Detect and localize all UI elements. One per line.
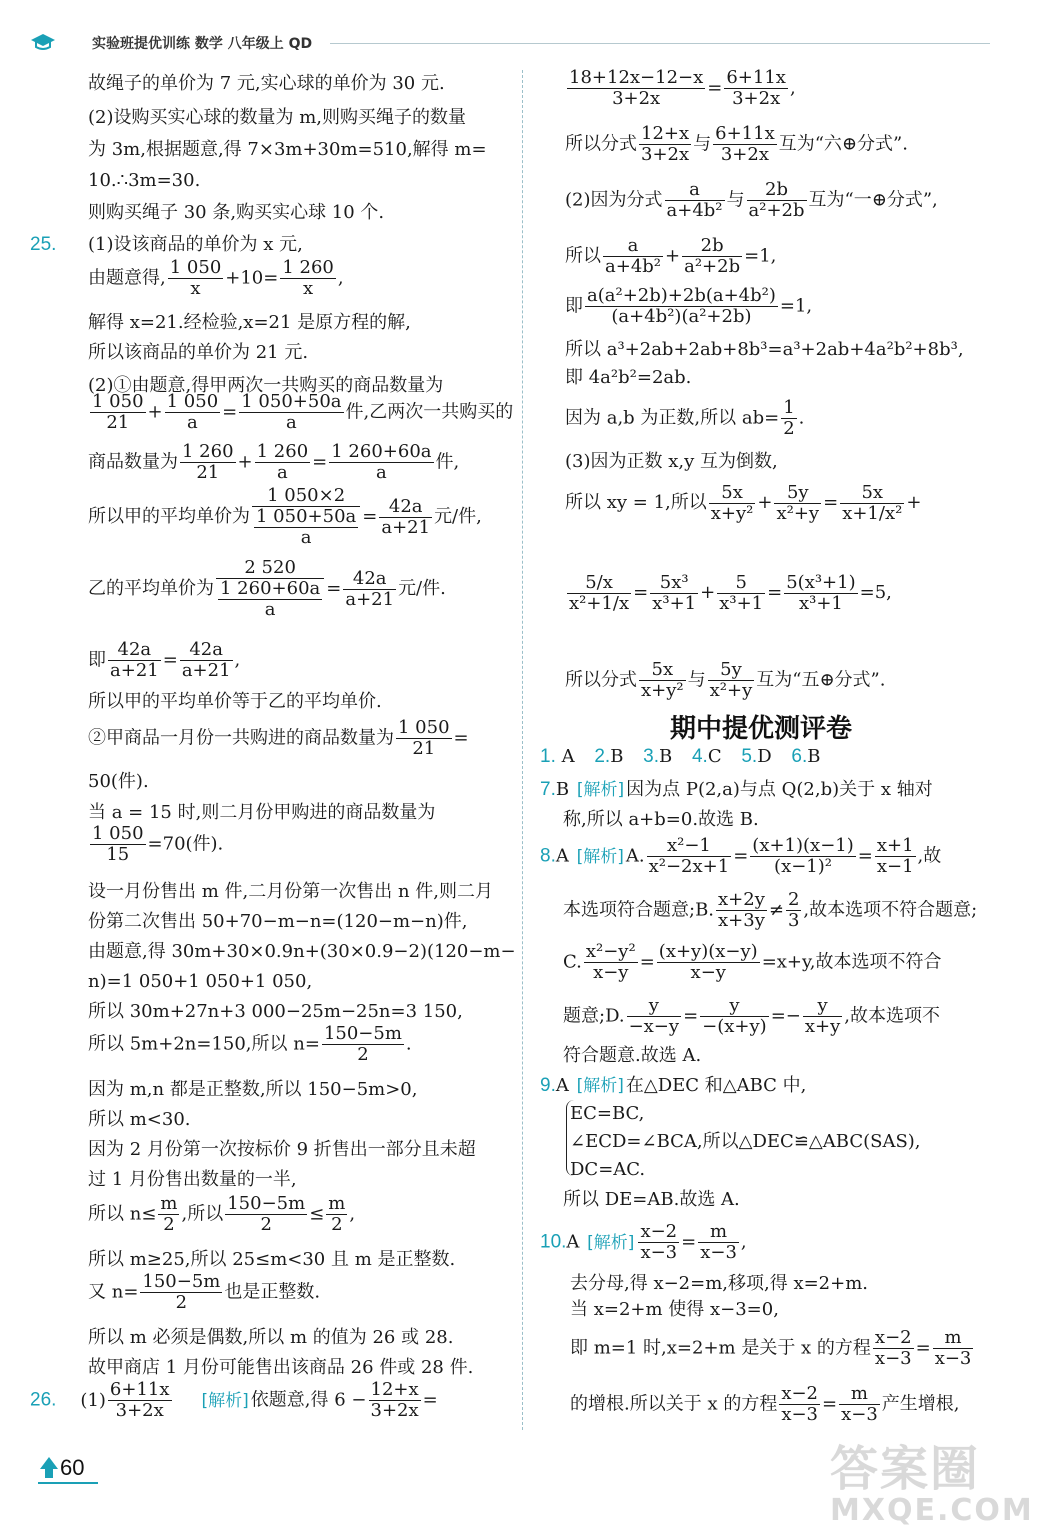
text-line: (3)因为正数 x,y 互为倒数, xyxy=(565,451,778,472)
text-line: 去分母,得 x−2=m,移项,得 x=2+m. xyxy=(570,1273,869,1294)
equation-line: 所以甲的平均单价为 $\frac{1 050\times 2}{\frac{1 050+50a}{a}}$ = $\frac{42a}{a+21}$ 元/件, xyxy=(88,485,482,548)
text-line: 所以 30m+27n+3 000−25m−25n=3 150, xyxy=(88,1001,463,1022)
equation-line: 所以分式 $\frac{5x}{\text{x+y²}}$ 与 $\frac{5y}{\text{x²+y}}$ 互为“五⊕分式”. xyxy=(565,659,886,701)
text-line: 所以 m≥25,所以 25≤m<30 且 m 是正整数. xyxy=(88,1249,456,1270)
text-line: (1)设该商品的单价为 x 元, xyxy=(88,234,303,255)
equation-line: 所以 $\frac{a}{\text{a+4b²}}$ + $\frac{2b}{\text{a²+2b}}$ =1, xyxy=(565,235,777,277)
page-number-underline xyxy=(38,1482,98,1484)
page-number: 60 xyxy=(60,1455,85,1480)
text-line: 10.∴3m=30. xyxy=(88,170,201,191)
analysis-tag: [ 解析 ] xyxy=(585,1233,636,1253)
equation-line: 所以 xy = 1,所以 $\frac{5x}{\text{x+y²}}$ + $\frac{5y}{\text{x²+y}}$ = $\frac{5x}{\text{x+1/x²}}$ + xyxy=(565,481,922,524)
text-line: 50(件). xyxy=(88,771,149,792)
equation-line: 乙的平均单价为 $\frac{2 520}{\frac{1 260+60a}{a}}$ = $\frac{42a}{a+21}$ 元/件. xyxy=(88,557,446,620)
equation-line: 由题意得, $\frac{1 050}{x}$ +10= $\frac{1 260}{x}$ , xyxy=(88,257,344,299)
text-line: 所以 m<30. xyxy=(88,1109,191,1130)
text-line: 所以该商品的单价为 21 元. xyxy=(88,342,309,363)
question-number-25: 25. xyxy=(30,234,57,255)
text-line: 即 4a²b²=2ab. xyxy=(565,367,692,388)
equation-line: 所以分式 $\frac{12+x}{3+2x}$ 与 $\frac{6+11x}{3+2x}$ 互为“六⊕分式”. xyxy=(565,123,908,165)
arrow-stem xyxy=(45,1468,53,1478)
text-line: 故甲商店 1 月份可能售出该商品 26 件或 28 件. xyxy=(88,1357,474,1378)
q8-line-4: 题意;D. $\frac{y}{-x-y}$ = $\frac{y}{-(x+y)}$ =− $\frac{y}{x+y}$ ,故本选项不 xyxy=(563,995,940,1037)
text-line: 当 a = 15 时,则二月份甲购进的商品数量为 xyxy=(88,802,436,823)
text-line: 因为 2 月份第一次按标价 9 折售出一部分且未超 xyxy=(88,1139,476,1160)
equation-line: $\frac{5/x}{\text{x²+1/x}}$ = $\frac{\text{5x³}}{\text{x³+1}}$ + $\frac{5}{\text{x³+1}}$ = $\frac{\text{5(x³+1)}}{\text{x³+1}}$ =5, xyxy=(569,571,892,614)
q7-line: 7.B [ 解析 ] 因为点 P(2,a)与点 Q(2,b)关于 x 轴对 xyxy=(540,778,933,802)
watermark xyxy=(830,1430,1034,1530)
text-line: ∠ECD=∠BCA,所以△DEC≌△ABC(SAS), xyxy=(570,1131,921,1152)
q8-line-3: C. $\frac{\text{x²−y²}}{x-y}$ = $\frac{(x+y)(x-y)}{x-y}$ =x+y,故本选项不符合 xyxy=(563,941,942,983)
text-line: 为 3m,根据题意,得 7×3m+30m=510,解得 m= xyxy=(88,139,487,160)
equation-line: 所以 n≤ $\frac{m}{2}$ ,所以 $\frac{150-5m}{2}$ ≤ $\frac{m}{2}$ , xyxy=(88,1193,356,1235)
analysis-tag: [ 解析 ] xyxy=(575,1076,626,1096)
text-line: 解得 x=21.经检验,x=21 是原方程的解, xyxy=(88,312,411,333)
text-line: 设一月份售出 m 件,二月份第一次售出 n 件,则二月 xyxy=(88,881,493,902)
text-line: 份第二次售出 50+70−m−n=(120−m−n)件, xyxy=(88,911,468,932)
text-line: DC=AC. xyxy=(570,1159,646,1180)
equation-line: 因为 a,b 为正数,所以 ab= $\frac{1}{2}$ . xyxy=(565,397,805,439)
q8-line-2: 本选项符合题意;B. $\frac{x+2y}{x+3y}$ ≠ $\frac{2}{3}$ ,故本选项不符合题意; xyxy=(563,889,978,931)
text-line: (2)设购买实心球的数量为 m,则购买绳子的数量 xyxy=(88,107,467,128)
text-line: 由题意,得 30m+30×0.9n+(30×0.9−2)(120−m− xyxy=(88,941,516,962)
analysis-tag: [ 解析 ] xyxy=(200,1391,251,1411)
equation-line: 即 $\frac{\text{a(a²+2b)+2b(a+4b²)}}{\text{(a+4b²)(a²+2b)}}$ =1, xyxy=(565,285,813,327)
q10-line-3: 的增根.所以关于 x 的方程 $\frac{x-2}{x-3}$ = $\frac{m}{x-3}$ 产生增根, xyxy=(570,1383,960,1425)
q10-line: 10.A [ 解析 ] $\frac{x-2}{x-3}$ = $\frac{m}{x-3}$ , xyxy=(540,1222,747,1263)
text-line: 符合题意.故选 A. xyxy=(563,1045,702,1066)
text-line: 所以甲的平均单价等于乙的平均单价. xyxy=(88,691,382,712)
analysis-tag: [ 解析 ] xyxy=(575,780,626,800)
text-line: 所以 DE=AB.故选 A. xyxy=(563,1189,740,1210)
equation-line: 又 n= $\frac{150-5m}{2}$ 也是正整数. xyxy=(88,1271,321,1313)
header-rule xyxy=(330,43,990,44)
column-divider xyxy=(522,70,523,1430)
question-26-line: 26. (1) $\frac{6+11x}{3+2x}$ [ 解析 ] 依题意,得 6 − $\frac{12+x}{3+2x}$ = xyxy=(30,1380,438,1421)
text-line: n)=1 050+1 050+1 050, xyxy=(88,971,313,992)
q9-line: 9.A [ 解析 ] 在△DEC 和△ABC 中, xyxy=(540,1074,806,1098)
equation-line: 商品数量为 $\frac{1 260}{21}$ + $\frac{1 260}{a}$ = $\frac{1 260+60a}{a}$ 件, xyxy=(88,441,460,483)
equation-line: (2)因为分式 $\frac{a}{\text{a+4b²}}$ 与 $\frac{2b}{\text{a²+2b}}$ 互为“一⊕分式”, xyxy=(565,179,938,221)
q10-line-2: 即 m=1 时,x=2+m 是关于 x 的方程 $\frac{x-2}{x-3}$ = $\frac{m}{x-3}$ xyxy=(570,1327,972,1369)
q8-line: 8.A [ 解析 ] A. $\frac{\text{x²−1}}{\text{x²−2x+1}}$ = $\frac{(x+1)(x-1)}{\text{(x−1)²}}$ = $\frac{x+1}{x-1}$ ,故 xyxy=(540,836,941,877)
text-line: 所以 m 必须是偶数,所以 m 的值为 26 或 28. xyxy=(88,1327,454,1348)
text-line: 因为 m,n 都是正整数,所以 150−5m>0, xyxy=(88,1079,418,1100)
answers-line: 1. A 2.B 3.B 4.C 5.D 6.B xyxy=(540,746,821,767)
analysis-tag: [ 解析 ] xyxy=(575,847,626,867)
text-line: (2)①由题意,得甲两次一共购买的商品数量为 xyxy=(88,375,444,396)
watermark-en: MXQE.COM xyxy=(830,1493,1034,1528)
equation-line: $\frac{18+12x-12-x}{3+2x}$ = $\frac{6+11x}{3+2x}$ , xyxy=(569,67,796,109)
book-logo-icon xyxy=(30,32,56,52)
equation-line: $\frac{1 050}{15}$ =70(件). xyxy=(92,823,224,865)
text-line: 故绳子的单价为 7 元,实心球的单价为 30 元. xyxy=(88,73,445,94)
text-line: EC=BC, xyxy=(570,1103,645,1124)
text-line: 所以 a³+2ab+2ab+8b³=a³+2ab+4a²b²+8b³, xyxy=(565,339,964,360)
equation-line: $\frac{1 050}{21}$ + $\frac{1 050}{a}$ = $\frac{1 050+50a}{a}$ 件,乙两次一共购买的 xyxy=(92,391,514,433)
watermark-cn: 答案圈 xyxy=(830,1441,981,1497)
equation-line: ②甲商品一月份一共购进的商品数量为 $\frac{1 050}{21}$ = xyxy=(88,717,469,759)
text-line: 过 1 月份售出数量的一半, xyxy=(88,1169,297,1190)
text-line: 则购买绳子 30 条,购买实心球 10 个. xyxy=(88,202,385,223)
equation-line: 即 $\frac{42a}{a+21}$ = $\frac{42a}{a+21}$ , xyxy=(88,639,241,681)
page-header xyxy=(30,30,990,56)
section-title: 期中提优测评卷 xyxy=(670,714,853,744)
text-line: 称,所以 a+b=0.故选 B. xyxy=(563,809,759,830)
header-title: 实验班提优训练 数学 八年级上 QD xyxy=(92,36,313,52)
text-line: 当 x=2+m 使得 x−3=0, xyxy=(570,1299,779,1320)
equation-line: 所以 5m+2n=150,所以 n= $\frac{150-5m}{2}$ . xyxy=(88,1023,412,1065)
